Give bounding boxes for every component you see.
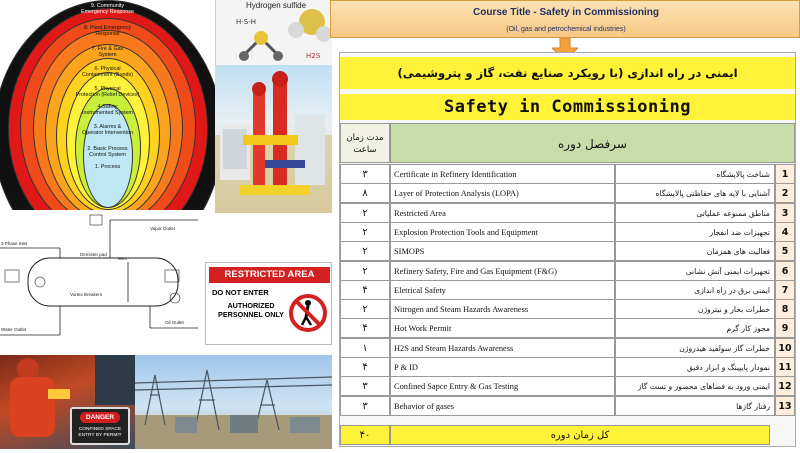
pid-label-oil: Oil Outlet [165,320,184,325]
row-number: 2 [775,183,795,203]
row-number: 7 [775,280,795,300]
row-topic-en: Explosion Protection Tools and Equipment [390,222,615,242]
row-topic-fa: فعالیت های همزمان [615,241,775,261]
table-row [340,261,795,281]
confined-space-photo [0,355,135,449]
substation-illustration [135,355,332,449]
plant-illustration [215,65,332,213]
row-topic-fa: تجهیزات ایمنی آتش نشانی [615,261,775,281]
row-topic-en: SIMOPS [390,241,615,261]
h2s-formula: H2S [306,52,321,60]
table-row [340,222,795,242]
row-number: 1 [775,164,795,184]
pid-label-vapor: Vapor Outlet [150,226,175,231]
row-topic-fa: مناطق ممنوعه عملیاتی [615,203,775,223]
row-topic-en: Confined Sapce Entry & Gas Testing [390,376,615,396]
fire-hydrant-photo [215,65,332,213]
table-row [340,396,795,416]
table-row [340,203,795,223]
lopa-layer-label: 1. Process [94,164,121,170]
row-duration: ۲ [340,203,390,223]
row-duration: ۲ [340,222,390,242]
restricted-line2: AUTHORIZED PERSONNEL ONLY [218,301,284,319]
table-row [340,376,795,396]
lopa-layer-label: 2. Basic Process Control System [87,146,128,158]
pid-separator-diagram [0,210,200,355]
course-title: Course Title - Safety in Commissioning [473,7,659,18]
no-entry-icon [288,293,328,333]
pid-label-water: Water Outlet [1,327,27,332]
row-duration: ۲ [340,261,390,281]
syllabus-header: سرفصل دوره [390,123,795,163]
row-topic-fa: مجوز کار گرم [615,318,775,338]
table-row [340,357,795,377]
row-topic-fa: ایمنی ورود به فضاهای محصور و تست گاز [615,376,775,396]
table-row [340,183,795,203]
h2s-title: Hydrogen sulfide [246,1,307,10]
row-topic-en: Behavior of gases [390,396,615,416]
substation-photo [135,355,332,449]
row-number: 9 [775,318,795,338]
row-duration: ۳ [340,396,390,416]
persian-title: ایمنی در راه اندازی (با رویکرد صنایع نفت، گاز و پتروشیمی) [340,57,795,89]
row-topic-fa: ایمنی برق در راه اندازی [615,280,775,300]
row-topic-fa: نمودار پایپینگ و ابزار دقیق [615,357,775,377]
restricted-header: RESTRICTED AREA [209,267,330,283]
row-topic-fa: خطرات گاز سولفید هیدروژن [615,338,775,358]
course-header [330,0,800,38]
row-topic-en: Restricted Area [390,203,615,223]
row-number: 4 [775,222,795,242]
pid-label-weir: Weir [118,256,128,261]
lopa-layer-label: 4.Safety Instrumented System [82,104,133,116]
total-duration: ۴۰ [340,425,390,445]
table-row [340,338,795,358]
table-row [340,299,795,319]
row-topic-fa: آشنایی با لایه های حفاظتی پالایشگاه [615,183,775,203]
row-duration: ۳ [340,376,390,396]
lopa-diagram [0,0,215,210]
row-topic-fa: خطرات بخار و نیتروژن [615,299,775,319]
table-row [340,164,795,184]
row-number: 3 [775,203,795,223]
row-topic-en: Layer of Protection Analysis (LOPA) [390,183,615,203]
duration-header: مدت زمان ساعت [340,123,390,163]
row-duration: ۲ [340,241,390,261]
row-number: 5 [775,241,795,261]
row-number: 10 [775,338,795,358]
course-subtitle: (Oil, gas and petrochemical industries) [506,26,626,33]
row-number: 6 [775,261,795,281]
lopa-layer-label: 3. Alarms & Operator Intervention [82,124,133,136]
total-label: کل زمان دوره [390,425,770,445]
row-duration: ۳ [340,164,390,184]
table-row [340,241,795,261]
h2s-molecule-image [215,0,332,65]
row-topic-fa: تجهیزات ضد انفجار [615,222,775,242]
h2s-atoms-label: H-S-H [236,18,257,26]
row-number: 13 [775,396,795,416]
separator-schematic [0,210,200,355]
row-topic-fa: رفتار گازها [615,396,775,416]
row-number: 12 [775,376,795,396]
row-duration: ۴ [340,357,390,377]
row-topic-en: Eletrical Safety [390,280,615,300]
row-topic-en: H2S and Steam Hazards Awareness [390,338,615,358]
restricted-area-sign [205,262,332,345]
row-number: 11 [775,357,795,377]
row-topic-fa: شناخت پالایشگاه [615,164,775,184]
lopa-layer-label: 7. Fire & Gas System [91,46,124,58]
danger-label: DANGER [80,412,120,423]
restricted-line1: DO NOT ENTER [212,288,269,297]
row-duration: ۴ [340,280,390,300]
table-row [340,318,795,338]
pid-label-inlet: 3 Phase Inlet [1,241,28,246]
row-topic-en: Hot Work Permit [390,318,615,338]
confined-caption: CONFINED SPACE ENTRY BY PERMIT [78,427,122,438]
row-duration: ۲ [340,299,390,319]
lopa-layer-label: 8. Plant Emergency Response [83,25,132,37]
english-title: Safety in Commissioning [340,94,795,120]
pid-label-demister: Demister pad [80,252,107,257]
lopa-layer-label: 6. Physical Containment (Bunds) [82,66,133,78]
row-duration: ۸ [340,183,390,203]
row-topic-en: Certificate in Refinery Identification [390,164,615,184]
row-topic-en: Refinery Safety, Fire and Gas Equipment (F&G) [390,261,615,281]
row-number: 8 [775,299,795,319]
table-row [340,280,795,300]
row-duration: ۴ [340,318,390,338]
pid-label-vortex: Vortex Breakers [70,292,103,297]
row-duration: ۱ [340,338,390,358]
lopa-layer-label: 5. Physical Protection (Relief Devices) [75,86,140,98]
danger-sign [70,407,130,445]
row-topic-en: Nitrogen and Steam Hazards Awareness [390,299,615,319]
row-topic-en: P & ID [390,357,615,377]
lopa-layer-label: 9. Community Emergency Response [80,3,135,15]
